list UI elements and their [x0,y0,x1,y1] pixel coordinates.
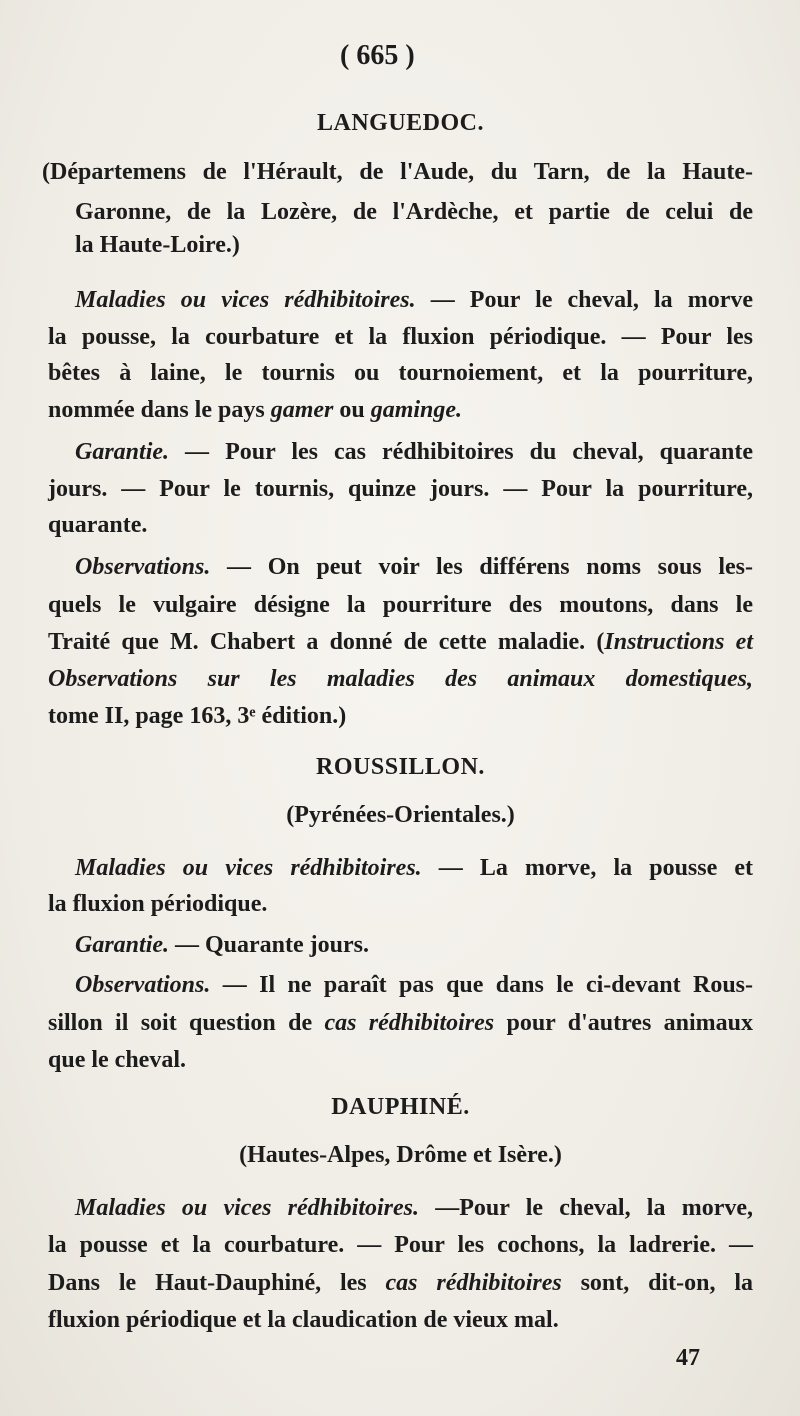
section-heading-languedoc: LANGUEDOC. [316,110,484,136]
languedoc-departments-line-1: (Départemens de l'Hérault, de l'Aude, du Tarn, de la Haute- [42,159,753,185]
maladies-label: Maladies ou vices rédhibitoires. [75,1195,420,1221]
roussillon-observations-line-1 [75,970,753,1000]
observations-label: Observations. [75,972,211,998]
roussillon-maladies-line-2: la fluxion périodique. [48,891,268,917]
languedoc-observations-line-2: quels le vulgaire désigne la pourriture des moutons, dans le [48,592,753,618]
observations-text: sillon il soit question de [48,1010,325,1036]
roussillon-garantie-line [75,930,753,960]
languedoc-garantie-line-1 [75,437,753,467]
observations-text: pour d'autres animaux [494,1010,753,1036]
maladies-label: Maladies ou vices rédhibitoires. [75,855,422,881]
languedoc-garantie-line-2: jours. — Pour le tournis, quinze jours. — Pour la pourriture, [48,476,753,502]
roussillon-observations-line-3: que le cheval. [48,1047,186,1073]
maladies-text: ou [333,397,371,423]
languedoc-observations-line-5: tome II, page 163, 3ᵉ édition.) [48,703,347,729]
garantie-label: Garantie. [75,932,170,958]
garantie-text: — Quarante jours. [175,932,370,958]
maladies-text: — Pour le cheval, la morve [430,287,753,313]
languedoc-maladies-line-4 [48,395,753,425]
signature-mark: 47 [676,1345,700,1371]
maladies-text: —Pour le cheval, la morve, [435,1195,753,1221]
term-gaminge: gaminge. [370,397,463,423]
languedoc-observations-line-1 [75,552,753,582]
dauphine-maladies-line-4: fluxion périodique et la claudication de vieux mal. [48,1307,559,1333]
page-number: ( 665 ) [340,40,415,71]
roussillon-maladies-line-1 [75,853,753,883]
roussillon-observations-line-2 [48,1008,753,1038]
garantie-label: Garantie. [75,439,170,465]
section-heading-dauphine: DAUPHINÉ. [331,1094,470,1120]
observations-text: Traité que M. Chabert a donné de cette maladie. ( [48,629,605,655]
languedoc-observations-line-4: Observations sur les maladies des animaux domestiques, [48,666,753,692]
roussillon-departments: (Pyrénées-Orientales.) [286,802,515,828]
languedoc-maladies-line-3: bêtes à laine, le tournis ou tournoiement, et la pourriture, [48,360,753,386]
dauphine-maladies-line-3 [48,1268,753,1298]
maladies-text: nommée dans le pays [48,397,271,423]
section-heading-roussillon: ROUSSILLON. [316,754,485,780]
term-cas-redhibitoires: cas rédhibitoires [385,1270,562,1296]
observations-label: Observations. [75,554,211,580]
languedoc-departments-line-2: Garonne, de la Lozère, de l'Ardèche, et partie de celui de [75,199,753,225]
maladies-text: — La morve, la pousse et [438,855,754,881]
maladies-label: Maladies ou vices rédhibitoires. [75,287,416,313]
maladies-text: Dans le Haut-Dauphiné, les [48,1270,386,1296]
languedoc-maladies-line-1 [75,285,753,315]
maladies-text: sont, dit-on, la [561,1270,753,1296]
term-cas-redhibitoires: cas rédhibitoires [324,1010,495,1036]
dauphine-departments: (Hautes-Alpes, Drôme et Isère.) [239,1142,562,1168]
observations-text: — Il ne paraît pas que dans le ci-devant Rous- [222,972,754,998]
garantie-text: — Pour les cas rédhibitoires du cheval, quarante [185,439,753,465]
languedoc-observations-line-3 [48,627,753,657]
languedoc-garantie-line-3: quarante. [48,512,148,538]
languedoc-departments-line-3: la Haute-Loire.) [75,232,240,258]
book-title: Instructions et [604,629,753,655]
dauphine-maladies-line-2: la pousse et la courbature. — Pour les cochons, la ladrerie. — [48,1232,753,1258]
observations-text: — On peut voir les différens noms sous les- [227,554,753,580]
languedoc-maladies-line-2: la pousse, la courbature et la fluxion périodique. — Pour les [48,324,753,350]
dauphine-maladies-line-1 [75,1193,753,1223]
term-gamer: gamer [270,397,334,423]
